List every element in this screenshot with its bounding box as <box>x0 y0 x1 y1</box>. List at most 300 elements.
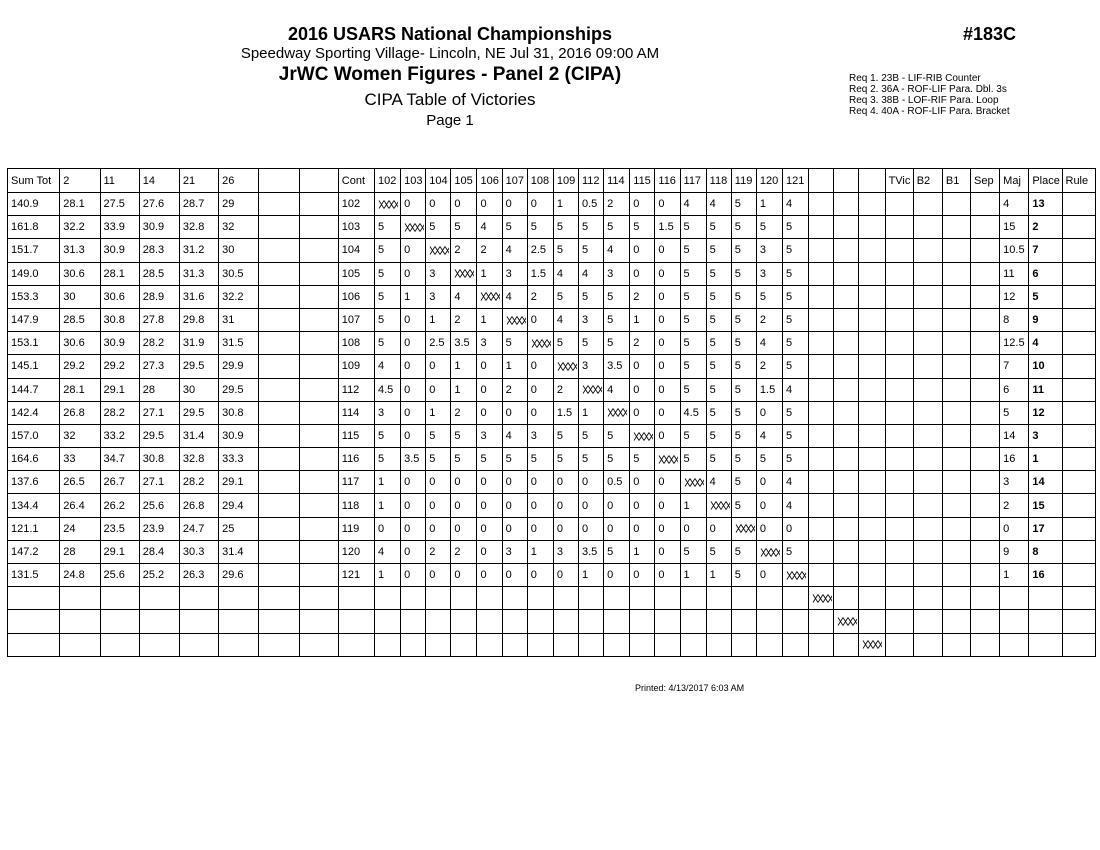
tvic-cell <box>885 564 913 587</box>
victory-cell: 2.5 <box>527 239 553 262</box>
victory-cell: 5 <box>374 285 400 308</box>
sep-cell <box>971 355 1000 378</box>
score-cell: 30.9 <box>139 216 179 239</box>
cross-hatch-icon <box>760 548 780 557</box>
sep-cell <box>971 494 1000 517</box>
tvic-cell <box>885 401 913 424</box>
victory-cell: 3 <box>553 540 578 563</box>
victory-cell <box>809 308 834 331</box>
victory-cell: 5 <box>783 239 809 262</box>
tail-cell <box>1062 610 1096 633</box>
score-cell <box>299 471 338 494</box>
score-cell: 30.8 <box>100 308 139 331</box>
b1-cell <box>942 517 970 540</box>
sep-cell <box>971 193 1000 216</box>
b2-cell <box>913 540 942 563</box>
rule-cell <box>1062 517 1096 540</box>
score-cell: 33 <box>60 448 100 471</box>
score-cell <box>219 633 259 656</box>
victory-cell <box>859 587 885 610</box>
victory-cell: 5 <box>604 448 630 471</box>
majority-cell: 12.5 <box>1000 332 1029 355</box>
score-cell <box>299 262 338 285</box>
tvic-cell <box>885 517 913 540</box>
rule-cell <box>1062 401 1096 424</box>
victory-cell: 1 <box>630 540 655 563</box>
cross-hatch-icon <box>429 246 449 255</box>
tail-cell <box>1029 587 1062 610</box>
sep-cell <box>971 262 1000 285</box>
victory-cell: 5 <box>731 448 756 471</box>
place-cell: 14 <box>1029 471 1062 494</box>
victory-cell: 0 <box>527 308 553 331</box>
self-cell <box>783 564 809 587</box>
contestant-number: 120 <box>338 540 374 563</box>
victory-cell <box>477 587 502 610</box>
tail-cell <box>1029 610 1062 633</box>
place-cell: 6 <box>1029 262 1062 285</box>
victory-cell: 5 <box>731 494 756 517</box>
victory-cell: 5 <box>706 239 731 262</box>
victory-cell: 0 <box>401 308 426 331</box>
self-cell <box>374 193 400 216</box>
victory-cell: 1 <box>579 401 604 424</box>
cross-hatch-icon <box>684 478 704 487</box>
majority-cell: 9 <box>1000 540 1029 563</box>
score-cell <box>259 262 299 285</box>
victory-cell: 5 <box>783 332 809 355</box>
sep-cell <box>971 471 1000 494</box>
victory-cell: 1 <box>756 193 782 216</box>
score-cell <box>259 216 299 239</box>
victory-cell: 4 <box>579 262 604 285</box>
victory-cell: 5 <box>553 424 578 447</box>
tail-cell <box>885 633 913 656</box>
majority-cell: 0 <box>1000 517 1029 540</box>
score-cell <box>8 610 60 633</box>
score-cell <box>259 494 299 517</box>
victory-cell: 5 <box>426 448 451 471</box>
table-row <box>8 471 1096 494</box>
victory-cell: 5 <box>374 216 400 239</box>
score-cell <box>299 216 338 239</box>
column-header: B2 <box>913 169 942 193</box>
column-header: Place <box>1029 169 1062 193</box>
score-cell <box>299 448 338 471</box>
victory-cell <box>527 587 553 610</box>
contestant-number: 108 <box>338 332 374 355</box>
victory-cell: 5 <box>680 378 706 401</box>
victory-cell: 5 <box>579 216 604 239</box>
victory-cell: 5 <box>579 448 604 471</box>
victory-cell: 5 <box>706 285 731 308</box>
contestant-number: 105 <box>338 262 374 285</box>
venue-line: Speedway Sporting Village- Lincoln, NE Jul 31, 2016 09:00 AM <box>240 45 660 62</box>
rule-cell <box>1062 262 1096 285</box>
victory-cell: 3 <box>502 540 527 563</box>
victory-cell: 0 <box>477 517 502 540</box>
victory-cell: 4 <box>374 355 400 378</box>
cross-hatch-icon <box>837 617 857 626</box>
victory-cell <box>809 216 834 239</box>
place-cell: 16 <box>1029 564 1062 587</box>
victory-cell: 0 <box>579 494 604 517</box>
victory-cell: 5 <box>680 285 706 308</box>
victory-cell: 4 <box>756 332 782 355</box>
b2-cell <box>913 517 942 540</box>
score-cell: 144.7 <box>8 378 60 401</box>
score-cell <box>259 448 299 471</box>
victory-cell <box>426 587 451 610</box>
score-cell: 29.5 <box>219 378 259 401</box>
b1-cell <box>942 285 970 308</box>
score-cell: 30.6 <box>60 262 100 285</box>
victory-cell: 0 <box>527 517 553 540</box>
victory-cell: 0 <box>502 517 527 540</box>
victory-cell: 4 <box>706 193 731 216</box>
score-cell: 28.9 <box>139 285 179 308</box>
score-cell <box>259 401 299 424</box>
score-cell: 157.0 <box>8 424 60 447</box>
score-cell: 26.8 <box>179 494 218 517</box>
score-cell: 140.9 <box>8 193 60 216</box>
victory-cell <box>834 378 859 401</box>
score-cell <box>100 610 139 633</box>
victory-cell <box>706 610 731 633</box>
score-cell <box>259 587 299 610</box>
score-cell: 24.8 <box>60 564 100 587</box>
victory-cell: 0 <box>477 540 502 563</box>
place-cell: 1 <box>1029 448 1062 471</box>
victory-cell: 1 <box>477 308 502 331</box>
victory-cell: 5 <box>579 332 604 355</box>
place-cell: 7 <box>1029 239 1062 262</box>
place-cell: 15 <box>1029 494 1062 517</box>
victory-cell: 5 <box>374 448 400 471</box>
score-cell <box>139 610 179 633</box>
victory-cell: 5 <box>374 332 400 355</box>
score-cell <box>299 285 338 308</box>
score-cell: 31.2 <box>179 239 218 262</box>
score-cell: 32.8 <box>179 448 218 471</box>
b1-cell <box>942 401 970 424</box>
score-cell <box>299 424 338 447</box>
victory-cell <box>426 633 451 656</box>
sep-cell <box>971 332 1000 355</box>
score-cell: 33.9 <box>100 216 139 239</box>
self-cell <box>756 540 782 563</box>
score-cell: 29 <box>219 193 259 216</box>
victory-cell: 0 <box>630 564 655 587</box>
victory-cell: 0 <box>401 262 426 285</box>
rule-cell <box>1062 285 1096 308</box>
victory-cell: 2 <box>630 332 655 355</box>
victory-cell: 2 <box>756 355 782 378</box>
column-header: B1 <box>942 169 970 193</box>
self-cell <box>451 262 477 285</box>
victory-cell <box>502 610 527 633</box>
score-cell: 131.5 <box>8 564 60 587</box>
column-header: 14 <box>139 169 179 193</box>
b1-cell <box>942 262 970 285</box>
victory-cell: 1.5 <box>553 401 578 424</box>
victory-cell: 1 <box>451 355 477 378</box>
victory-cell <box>809 401 834 424</box>
victory-cell: 1 <box>680 494 706 517</box>
victory-cell: 0 <box>756 401 782 424</box>
victory-cell <box>859 564 885 587</box>
victory-cell <box>859 517 885 540</box>
column-header: 11 <box>100 169 139 193</box>
score-cell: 121.1 <box>8 517 60 540</box>
score-cell <box>299 494 338 517</box>
victory-cell: 4 <box>477 216 502 239</box>
victory-cell: 3 <box>579 355 604 378</box>
victory-cell: 0 <box>477 401 502 424</box>
victory-cell: 2 <box>630 285 655 308</box>
cross-hatch-icon <box>454 269 474 278</box>
victory-cell <box>630 587 655 610</box>
tail-cell <box>971 633 1000 656</box>
b2-cell <box>913 332 942 355</box>
table-row <box>8 448 1096 471</box>
victory-cell: 5 <box>604 308 630 331</box>
victory-cell: 5 <box>553 239 578 262</box>
b1-cell <box>942 239 970 262</box>
score-cell <box>259 239 299 262</box>
victory-cell <box>374 633 400 656</box>
victory-cell <box>809 517 834 540</box>
victory-cell: 5 <box>502 448 527 471</box>
self-cell <box>859 633 885 656</box>
b1-cell <box>942 216 970 239</box>
cross-hatch-icon <box>607 408 627 417</box>
victory-cell: 5 <box>680 355 706 378</box>
score-cell: 27.3 <box>139 355 179 378</box>
column-header: 121 <box>783 169 809 193</box>
victory-cell: 5 <box>680 540 706 563</box>
victory-cell: 4 <box>783 471 809 494</box>
score-cell: 25.6 <box>100 564 139 587</box>
victory-cell: 0 <box>527 378 553 401</box>
victory-cell: 0 <box>401 401 426 424</box>
victory-cell: 0 <box>426 494 451 517</box>
victory-cell: 0 <box>655 517 680 540</box>
victory-cell: 0 <box>502 564 527 587</box>
victory-cell <box>809 424 834 447</box>
b2-cell <box>913 355 942 378</box>
victory-cell: 0 <box>527 401 553 424</box>
victory-cell: 0 <box>655 239 680 262</box>
victory-cell: 0 <box>426 564 451 587</box>
victory-cell <box>809 610 834 633</box>
score-cell: 164.6 <box>8 448 60 471</box>
score-cell: 28 <box>139 378 179 401</box>
score-cell <box>259 540 299 563</box>
score-cell: 153.1 <box>8 332 60 355</box>
victory-cell: 5 <box>731 262 756 285</box>
victory-cell <box>834 285 859 308</box>
score-cell: 28.3 <box>139 239 179 262</box>
victory-cell: 0 <box>630 378 655 401</box>
b2-cell <box>913 494 942 517</box>
victory-cell <box>401 633 426 656</box>
score-cell: 30 <box>60 285 100 308</box>
score-cell <box>259 355 299 378</box>
victory-cell: 0 <box>451 517 477 540</box>
place-cell: 17 <box>1029 517 1062 540</box>
contestant-number: 116 <box>338 448 374 471</box>
victory-cell: 3 <box>527 424 553 447</box>
column-header: 103 <box>401 169 426 193</box>
score-cell: 28.2 <box>139 332 179 355</box>
score-cell <box>338 633 374 656</box>
cross-hatch-icon <box>786 571 806 580</box>
self-cell <box>706 494 731 517</box>
cross-hatch-icon <box>633 432 653 441</box>
score-cell: 31.4 <box>219 540 259 563</box>
score-cell <box>259 308 299 331</box>
victory-cell: 3 <box>502 262 527 285</box>
b2-cell <box>913 378 942 401</box>
victory-cell: 5 <box>731 471 756 494</box>
cross-hatch-icon <box>378 200 398 209</box>
victory-cell: 5 <box>783 448 809 471</box>
victory-cell: 0 <box>451 471 477 494</box>
victory-cell: 5 <box>374 308 400 331</box>
tail-cell <box>885 587 913 610</box>
column-header: 112 <box>579 169 604 193</box>
column-header: 120 <box>756 169 782 193</box>
b1-cell <box>942 494 970 517</box>
victory-cell: 2 <box>756 308 782 331</box>
cross-hatch-icon <box>658 455 678 464</box>
victory-cell: 0 <box>756 564 782 587</box>
victory-cell <box>859 401 885 424</box>
victory-cell: 0.5 <box>604 471 630 494</box>
sep-cell <box>971 239 1000 262</box>
victory-cell: 5 <box>706 355 731 378</box>
b1-cell <box>942 378 970 401</box>
cross-hatch-icon <box>812 594 832 603</box>
b1-cell <box>942 540 970 563</box>
score-cell: 28.1 <box>100 262 139 285</box>
rule-cell <box>1062 494 1096 517</box>
victory-cell: 5 <box>783 216 809 239</box>
score-cell: 28 <box>60 540 100 563</box>
victory-cell: 0 <box>655 308 680 331</box>
victory-cell: 5 <box>731 564 756 587</box>
victory-cell <box>477 633 502 656</box>
victory-cell: 5 <box>706 308 731 331</box>
victory-cell <box>834 239 859 262</box>
column-header: 119 <box>731 169 756 193</box>
victory-cell: 5 <box>680 216 706 239</box>
score-cell: 24 <box>60 517 100 540</box>
score-cell <box>259 471 299 494</box>
cross-hatch-icon <box>480 292 500 301</box>
victory-cell <box>809 262 834 285</box>
b2-cell <box>913 564 942 587</box>
cross-hatch-icon <box>582 385 602 394</box>
rule-cell <box>1062 193 1096 216</box>
victory-cell <box>553 610 578 633</box>
score-cell: 29.1 <box>100 378 139 401</box>
tvic-cell <box>885 216 913 239</box>
score-cell: 26.4 <box>60 494 100 517</box>
rule-cell <box>1062 424 1096 447</box>
victory-cell: 5 <box>579 424 604 447</box>
score-cell: 31.4 <box>179 424 218 447</box>
victory-cell <box>809 355 834 378</box>
victory-cell <box>859 448 885 471</box>
victory-cell: 0 <box>553 564 578 587</box>
victory-cell: 0 <box>426 193 451 216</box>
event-name: JrWC Women Figures - Panel 2 (CIPA) <box>278 64 622 85</box>
self-cell <box>502 308 527 331</box>
victory-cell: 5 <box>451 216 477 239</box>
b1-cell <box>942 308 970 331</box>
requirements-list <box>849 73 1010 117</box>
table-row <box>8 285 1096 308</box>
victory-cell <box>859 494 885 517</box>
b2-cell <box>913 239 942 262</box>
score-cell: 30.6 <box>100 285 139 308</box>
victory-cell: 5 <box>783 401 809 424</box>
tvic-cell <box>885 471 913 494</box>
place-cell: 2 <box>1029 216 1062 239</box>
tail-cell <box>1000 610 1029 633</box>
sep-cell <box>971 448 1000 471</box>
table-row <box>8 378 1096 401</box>
victory-cell: 1 <box>527 540 553 563</box>
tail-cell <box>942 633 970 656</box>
victory-cell <box>809 471 834 494</box>
requirement-item: Req 2. 36A - ROF-LIF Para. Dbl. 3s <box>849 84 1007 95</box>
score-cell <box>299 587 338 610</box>
majority-cell: 7 <box>1000 355 1029 378</box>
victory-cell <box>553 587 578 610</box>
victory-cell: 1.5 <box>655 216 680 239</box>
victory-cell: 0 <box>401 564 426 587</box>
b1-cell <box>942 355 970 378</box>
score-cell: 151.7 <box>8 239 60 262</box>
victory-cell <box>859 262 885 285</box>
victory-cell: 1 <box>374 471 400 494</box>
self-cell <box>527 332 553 355</box>
victory-cell <box>834 401 859 424</box>
victory-cell <box>756 587 782 610</box>
b2-cell <box>913 308 942 331</box>
victory-cell: 5 <box>706 332 731 355</box>
victory-cell <box>604 633 630 656</box>
victory-cell: 5 <box>706 262 731 285</box>
victory-cell: 5 <box>630 448 655 471</box>
rule-cell <box>1062 308 1096 331</box>
table-row <box>8 355 1096 378</box>
score-cell <box>100 587 139 610</box>
score-cell: 30.9 <box>100 239 139 262</box>
victory-cell: 0 <box>655 540 680 563</box>
victory-cell: 3 <box>579 308 604 331</box>
b1-cell <box>942 471 970 494</box>
score-cell: 28.2 <box>179 471 218 494</box>
victory-cell: 0 <box>756 517 782 540</box>
victory-cell <box>809 332 834 355</box>
majority-cell: 6 <box>1000 378 1029 401</box>
victory-cell: 5 <box>604 216 630 239</box>
majority-cell: 5 <box>1000 401 1029 424</box>
